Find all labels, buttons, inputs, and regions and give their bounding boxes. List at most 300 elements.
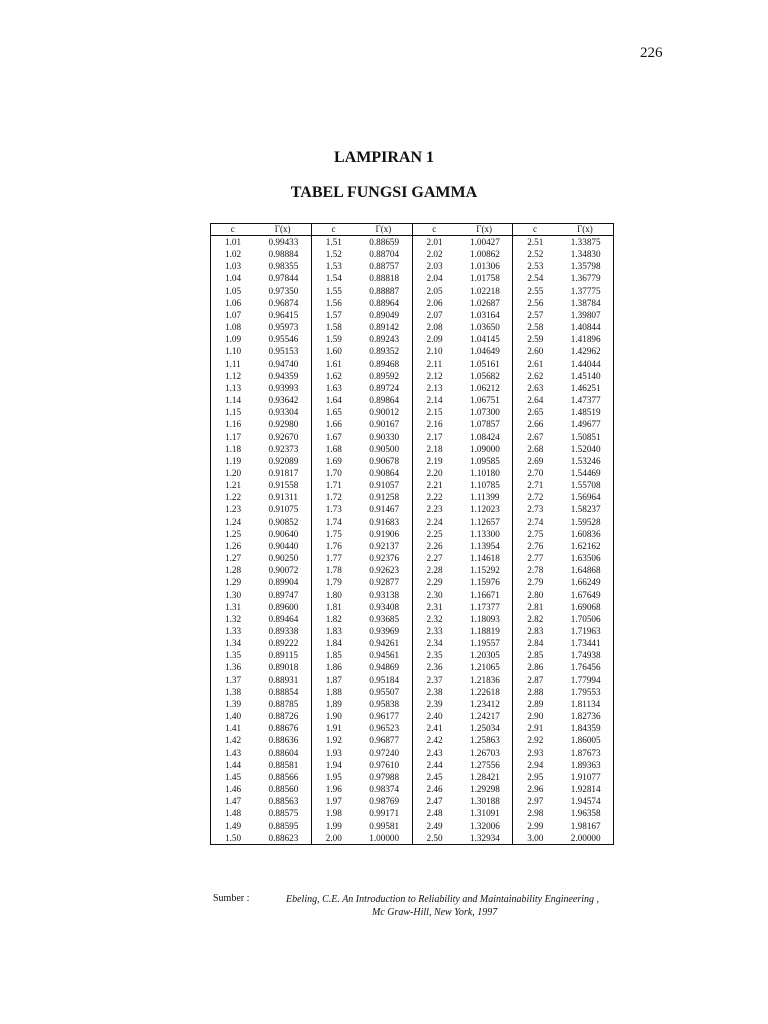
source-citation [286,893,606,919]
gamma-value-cell: 0.93642 [255,394,312,406]
table-header-row [211,224,614,236]
x-value-cell: 1.63 [325,382,342,393]
x-value-cell: 2.30 [426,589,443,600]
column-header: c [311,224,355,236]
table-row [211,625,614,637]
gamma-value-cell: 1.45140 [570,370,601,381]
gamma-value-cell: 1.28421 [456,771,513,783]
gamma-value-cell: 0.99171 [355,807,412,819]
gamma-value-cell: 1.60836 [570,528,601,539]
gamma-value-cell: 1.98167 [570,820,601,831]
table-row [211,601,614,613]
x-value-cell: 2.32 [426,613,443,624]
gamma-value-cell: 0.89468 [355,358,412,370]
table-row [211,503,614,515]
x-value-cell: 2.21 [426,480,443,491]
table-row [211,832,614,845]
gamma-value-cell: 1.66249 [570,577,601,588]
x-value-cell: 1.39 [225,698,242,709]
x-value-cell: 2.35 [426,650,443,661]
x-value-cell: 1.93 [325,747,342,758]
x-value-cell: 2.08 [426,322,443,333]
x-value-cell: 2.97 [527,796,544,807]
x-value-cell: 1.01 [225,237,242,247]
gamma-value-cell: 1.03650 [456,321,513,333]
gamma-value-cell: 1.86005 [570,735,601,746]
x-value-cell: 2.78 [527,565,544,576]
x-value-cell: 1.29 [225,577,242,588]
x-value-cell: 2.40 [426,711,443,722]
gamma-value-cell: 1.21836 [456,674,513,686]
gamma-value-cell: 1.17377 [456,601,513,613]
gamma-value-cell: 1.09585 [456,455,513,467]
gamma-value-cell: 0.90864 [355,467,412,479]
gamma-value-cell: 1.33875 [570,237,601,247]
table-row [211,236,614,249]
gamma-value-cell: 0.97988 [355,771,412,783]
x-value-cell: 2.62 [527,370,544,381]
table-row [211,710,614,722]
gamma-value-cell: 1.91077 [570,771,601,782]
table-row [211,418,614,430]
x-value-cell: 2.14 [426,395,443,406]
gamma-value-cell: 0.88604 [255,747,312,759]
x-value-cell: 1.22 [225,492,242,503]
gamma-value-cell: 0.90250 [255,552,312,564]
gamma-function-table [210,223,614,845]
gamma-value-cell: 1.13954 [456,540,513,552]
x-value-cell: 1.49 [225,820,242,831]
gamma-value-cell: 1.35798 [570,261,601,272]
gamma-value-cell: 1.22618 [456,686,513,698]
table-row [211,479,614,491]
gamma-value-cell: 0.97240 [355,747,412,759]
x-value-cell: 1.55 [325,285,342,296]
gamma-value-cell: 0.92877 [355,576,412,588]
gamma-value-cell: 1.48519 [570,407,601,418]
x-value-cell: 1.10 [225,346,242,357]
gamma-value-cell: 1.02687 [456,297,513,309]
x-value-cell: 2.17 [426,431,443,442]
gamma-value-cell: 1.69068 [570,601,601,612]
gamma-value-cell: 1.18093 [456,613,513,625]
gamma-value-cell: 0.93685 [355,613,412,625]
x-value-cell: 1.94 [325,759,342,770]
column-header: Γ(x) [456,224,513,236]
x-value-cell: 2.80 [527,589,544,600]
gamma-value-cell: 1.50851 [570,431,601,442]
gamma-value-cell: 0.92089 [255,455,312,467]
table-row [211,576,614,588]
gamma-value-cell: 1.07857 [456,418,513,430]
x-value-cell: 1.24 [225,516,242,527]
x-value-cell: 1.52 [325,249,342,260]
gamma-value-cell: 1.52040 [570,443,601,454]
gamma-value-cell: 1.04649 [456,345,513,357]
gamma-value-cell: 0.90440 [255,540,312,552]
x-value-cell: 1.12 [225,370,242,381]
gamma-value-cell: 0.88757 [355,260,412,272]
gamma-value-cell: 1.44044 [570,358,601,369]
x-value-cell: 1.83 [325,626,342,636]
table-row [211,552,614,564]
gamma-value-cell: 0.95546 [255,333,312,345]
x-value-cell: 1.45 [225,771,242,782]
gamma-value-cell: 0.94261 [355,637,412,649]
gamma-value-cell: 0.89724 [355,382,412,394]
table-row [211,491,614,503]
x-value-cell: 1.73 [325,504,342,515]
gamma-value-cell: 0.92137 [355,540,412,552]
gamma-value-cell: 0.95507 [355,686,412,698]
x-value-cell: 2.07 [426,309,443,320]
gamma-value-cell: 0.89600 [255,601,312,613]
gamma-value-cell: 0.88566 [255,771,312,783]
gamma-value-cell: 1.10180 [456,467,513,479]
table-row [211,333,614,345]
x-value-cell: 2.88 [527,686,544,697]
x-value-cell: 1.86 [325,662,342,673]
gamma-value-cell: 0.95973 [255,321,312,333]
gamma-value-cell: 0.95184 [355,674,412,686]
gamma-value-cell: 1.81134 [570,698,601,709]
gamma-value-cell: 1.01758 [456,272,513,284]
x-value-cell: 2.39 [426,698,443,709]
x-value-cell: 2.24 [426,516,443,527]
x-value-cell: 2.51 [527,237,544,247]
x-value-cell: 2.79 [527,577,544,588]
gamma-value-cell: 0.90072 [255,564,312,576]
gamma-value-cell: 0.89115 [255,649,312,661]
table-row [211,795,614,807]
x-value-cell: 1.15 [225,407,242,418]
column-header: Γ(x) [557,224,614,236]
x-value-cell: 2.42 [426,735,443,746]
gamma-value-cell: 1.03164 [456,309,513,321]
table-row [211,564,614,576]
x-value-cell: 2.01 [426,237,443,247]
x-value-cell: 1.18 [225,443,242,454]
x-value-cell: 2.73 [527,504,544,515]
gamma-value-cell: 0.91311 [255,491,312,503]
gamma-value-cell: 1.14618 [456,552,513,564]
x-value-cell: 1.64 [325,395,342,406]
x-value-cell: 2.54 [527,273,544,284]
x-value-cell: 2.28 [426,565,443,576]
x-value-cell: 2.76 [527,540,544,551]
x-value-cell: 1.56 [325,297,342,308]
x-value-cell: 2.93 [527,747,544,758]
gamma-value-cell: 0.96415 [255,309,312,321]
x-value-cell: 1.27 [225,553,242,564]
page-title: LAMPIRAN 1 [334,149,434,166]
table-row [211,370,614,382]
gamma-value-cell: 1.00000 [355,832,412,845]
x-value-cell: 2.87 [527,674,544,685]
table-row [211,759,614,771]
x-value-cell: 2.75 [527,528,544,539]
gamma-value-cell: 0.88818 [355,272,412,284]
x-value-cell: 1.34 [225,638,242,649]
gamma-value-cell: 1.32006 [456,820,513,832]
x-value-cell: 1.98 [325,808,342,819]
x-value-cell: 1.36 [225,662,242,673]
x-value-cell: 2.16 [426,419,443,430]
gamma-value-cell: 1.42962 [570,346,601,357]
gamma-value-cell: 0.89338 [255,625,312,637]
x-value-cell: 1.82 [325,613,342,624]
x-value-cell: 1.05 [225,285,242,296]
x-value-cell: 1.21 [225,480,242,491]
gamma-value-cell: 1.32934 [456,832,513,845]
x-value-cell: 1.04 [225,273,242,284]
gamma-value-cell: 1.59528 [570,516,601,527]
gamma-value-cell: 0.95838 [355,698,412,710]
x-value-cell: 1.14 [225,395,242,406]
gamma-value-cell: 1.06751 [456,394,513,406]
gamma-value-cell: 0.90012 [355,406,412,418]
x-value-cell: 2.04 [426,273,443,284]
gamma-value-cell: 1.34830 [570,249,601,260]
x-value-cell: 1.97 [325,796,342,807]
table-row [211,783,614,795]
gamma-value-cell: 1.06212 [456,382,513,394]
source-line-2: Mc Graw-Hill, New York, 1997 [372,907,498,918]
table-body [211,236,614,845]
x-value-cell: 1.11 [225,358,241,369]
gamma-value-cell: 1.23412 [456,698,513,710]
x-value-cell: 1.17 [225,431,242,442]
gamma-value-cell: 1.01306 [456,260,513,272]
table-row [211,297,614,309]
gamma-value-cell: 0.96523 [355,722,412,734]
gamma-value-cell: 1.19557 [456,637,513,649]
table-row [211,637,614,649]
gamma-value-cell: 0.88636 [255,734,312,746]
gamma-value-cell: 1.00427 [456,236,513,249]
gamma-value-cell: 1.11399 [456,491,513,503]
gamma-value-cell: 1.21065 [456,661,513,673]
x-value-cell: 2.11 [426,358,443,369]
x-value-cell: 2.53 [527,261,544,272]
x-value-cell: 2.12 [426,370,443,381]
x-value-cell: 1.31 [225,601,242,612]
gamma-value-cell: 0.94359 [255,370,312,382]
gamma-value-cell: 1.56964 [570,492,601,503]
gamma-value-cell: 1.74938 [570,650,601,661]
x-value-cell: 2.09 [426,334,443,345]
x-value-cell: 1.70 [325,467,342,478]
x-value-cell: 2.23 [426,504,443,515]
x-value-cell: 1.80 [325,589,342,600]
source-label: Sumber : [213,893,250,904]
gamma-value-cell: 0.92980 [255,418,312,430]
gamma-value-cell: 0.90852 [255,516,312,528]
x-value-cell: 2.52 [527,249,544,260]
gamma-value-cell: 0.91057 [355,479,412,491]
gamma-value-cell: 1.94574 [570,796,601,807]
gamma-value-cell: 1.49677 [570,419,601,430]
gamma-value-cell: 0.94740 [255,358,312,370]
x-value-cell: 2.95 [527,771,544,782]
gamma-value-cell: 0.88581 [255,759,312,771]
x-value-cell: 1.33 [225,626,242,636]
x-value-cell: 1.47 [225,796,242,807]
x-value-cell: 1.09 [225,334,242,345]
gamma-value-cell: 1.96358 [570,808,601,819]
gamma-value-cell: 1.27556 [456,759,513,771]
table-row [211,528,614,540]
table-row [211,698,614,710]
x-value-cell: 1.41 [225,723,242,734]
gamma-value-cell: 0.89018 [255,661,312,673]
gamma-value-cell: 1.10785 [456,479,513,491]
gamma-value-cell: 0.89222 [255,637,312,649]
x-value-cell: 2.67 [527,431,544,442]
gamma-value-cell: 0.93969 [355,625,412,637]
x-value-cell: 2.19 [426,455,443,466]
x-value-cell: 1.75 [325,528,342,539]
table-row [211,674,614,686]
x-value-cell: 2.65 [527,407,544,418]
table-row [211,272,614,284]
gamma-value-cell: 0.94869 [355,661,412,673]
x-value-cell: 1.77 [325,553,342,564]
gamma-value-cell: 1.09000 [456,443,513,455]
gamma-value-cell: 0.92623 [355,564,412,576]
gamma-value-cell: 1.82736 [570,711,601,722]
x-value-cell: 1.02 [225,249,242,260]
x-value-cell: 1.50 [225,832,242,843]
x-value-cell: 1.16 [225,419,242,430]
table-row [211,394,614,406]
x-value-cell: 2.25 [426,528,443,539]
table-row [211,345,614,357]
gamma-value-cell: 0.90678 [355,455,412,467]
gamma-value-cell: 1.25863 [456,734,513,746]
gamma-value-cell: 1.12657 [456,516,513,528]
x-value-cell: 2.81 [527,601,544,612]
gamma-value-cell: 0.91558 [255,479,312,491]
x-value-cell: 2.58 [527,322,544,333]
x-value-cell: 1.26 [225,540,242,551]
x-value-cell: 1.07 [225,309,242,320]
gamma-value-cell: 0.99433 [255,236,312,249]
x-value-cell: 1.79 [325,577,342,588]
gamma-value-cell: 0.92373 [255,443,312,455]
x-value-cell: 2.34 [426,638,443,649]
gamma-value-cell: 1.05682 [456,370,513,382]
gamma-value-cell: 0.89352 [355,345,412,357]
x-value-cell: 2.15 [426,407,443,418]
source-line-1: Ebeling, C.E. An Introduction to Reliability and Maintainability Engineering , [286,894,600,905]
gamma-value-cell: 0.88726 [255,710,312,722]
gamma-value-cell: 0.98884 [255,248,312,260]
x-value-cell: 2.69 [527,455,544,466]
x-value-cell: 1.54 [325,273,342,284]
x-value-cell: 1.89 [325,698,342,709]
x-value-cell: 1.42 [225,735,242,746]
gamma-value-cell: 0.93993 [255,382,312,394]
x-value-cell: 2.72 [527,492,544,503]
x-value-cell: 1.32 [225,613,242,624]
x-value-cell: 2.86 [527,662,544,673]
gamma-value-cell: 1.58237 [570,504,601,515]
gamma-value-cell: 0.90500 [355,443,412,455]
x-value-cell: 2.26 [426,540,443,551]
x-value-cell: 2.77 [527,553,544,564]
x-value-cell: 2.71 [527,480,544,491]
gamma-value-cell: 1.47377 [570,395,601,406]
gamma-value-cell: 0.88887 [355,285,412,297]
x-value-cell: 2.83 [527,626,544,636]
gamma-value-cell: 0.96874 [255,297,312,309]
column-header: c [412,224,456,236]
x-value-cell: 1.96 [325,784,342,795]
gamma-value-cell: 0.88931 [255,674,312,686]
x-value-cell: 2.29 [426,577,443,588]
x-value-cell: 2.59 [527,334,544,345]
x-value-cell: 1.66 [325,419,342,430]
table-row [211,285,614,297]
gamma-value-cell: 1.53246 [570,455,601,466]
table-row [211,807,614,819]
gamma-value-cell: 0.89747 [255,589,312,601]
x-value-cell: 2.60 [527,346,544,357]
gamma-value-cell: 1.02218 [456,285,513,297]
gamma-value-cell: 0.91075 [255,503,312,515]
x-value-cell: 2.68 [527,443,544,454]
gamma-value-cell: 0.96177 [355,710,412,722]
table-row [211,309,614,321]
x-value-cell: 2.44 [426,759,443,770]
x-value-cell: 1.19 [225,455,242,466]
gamma-value-cell: 0.98355 [255,260,312,272]
gamma-value-cell: 1.40844 [570,322,601,333]
gamma-value-cell: 1.29298 [456,783,513,795]
gamma-value-cell: 1.67649 [570,589,601,600]
x-value-cell: 1.13 [225,382,242,393]
x-value-cell: 2.05 [426,285,443,296]
x-value-cell: 2.82 [527,613,544,624]
gamma-value-cell: 1.30188 [456,795,513,807]
table-row [211,382,614,394]
gamma-value-cell: 1.79553 [570,686,601,697]
x-value-cell: 1.58 [325,322,342,333]
gamma-value-cell: 0.91258 [355,491,412,503]
x-value-cell: 2.64 [527,395,544,406]
x-value-cell: 1.38 [225,686,242,697]
x-value-cell: 1.61 [325,358,342,369]
x-value-cell: 1.57 [325,309,342,320]
gamma-value-cell: 0.89142 [355,321,412,333]
x-value-cell: 1.71 [325,480,342,491]
x-value-cell: 2.85 [527,650,544,661]
x-value-cell: 1.81 [325,601,342,612]
x-value-cell: 2.63 [527,382,544,393]
x-value-cell: 2.57 [527,309,544,320]
gamma-value-cell: 0.88704 [355,248,412,260]
gamma-value-cell: 0.99581 [355,820,412,832]
gamma-value-cell: 1.04145 [456,333,513,345]
table-row [211,722,614,734]
x-value-cell: 1.92 [325,735,342,746]
x-value-cell: 3.00 [527,832,544,843]
gamma-value-cell: 1.12023 [456,503,513,515]
gamma-value-cell: 0.88595 [255,820,312,832]
gamma-value-cell: 1.92814 [570,784,601,795]
gamma-value-cell: 0.89864 [355,394,412,406]
